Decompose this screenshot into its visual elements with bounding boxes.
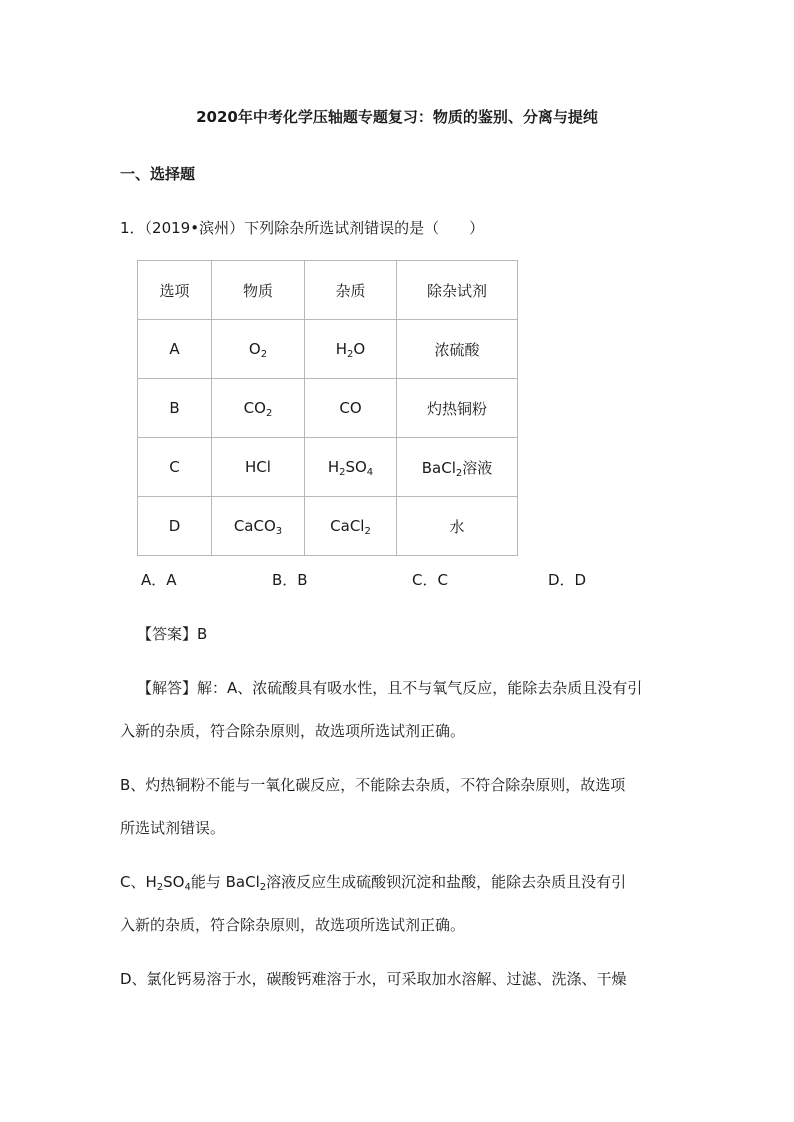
cell-reagent: 灼热铜粉 [397,379,518,438]
cell-substance: $O_2$ [212,320,305,379]
analysis-b-line1: B、灼热铜粉不能与一氧化碳反应，不能除去杂质，不符合除杂原则，故选项 [120,776,626,794]
section-heading: 一、选择题 [120,165,196,183]
cell-impurity: CaCl$_2$ [305,497,397,556]
analysis-a-line1: 【解答】解：A、浓硫酸具有吸水性，且不与氧气反应，能除去杂质且没有引 [137,679,643,697]
cell-option: C [138,438,212,497]
reagent-table [137,260,518,556]
header-option: 选项 [138,261,212,320]
cell-option: D [138,497,212,556]
cell-reagent: 水 [397,497,518,556]
analysis-b-line2: 所选试剂错误。 [120,819,226,837]
answer-value: B [197,625,208,643]
table-row [138,320,518,379]
question-number: 1． [120,219,145,237]
table-header-row [138,261,518,320]
answer-line [137,619,207,649]
cell-substance: $CO_2$ [212,379,305,438]
analysis-c-line1: C、$H_2SO_4$能与 BaCl$_2$溶液反应生成硫酸钡沉淀和盐酸，能除去杂质且没有引 [120,873,627,893]
table-row [138,379,518,438]
header-substance: 物质 [212,261,305,320]
cell-substance: HCl [212,438,305,497]
cell-impurity: $H_2O$ [305,320,397,379]
table-row [138,497,518,556]
analysis-c-line2: 入新的杂质，符合除杂原则，故选项所选试剂正确。 [120,916,466,934]
option-a: A．A [141,571,177,589]
table-row [138,438,518,497]
cell-option: A [138,320,212,379]
cell-impurity: $H_2SO_4$ [305,438,397,497]
header-reagent: 除杂试剂 [397,261,518,320]
cell-reagent: 浓硫酸 [397,320,518,379]
question-text: 下列除杂所选试剂错误的是（ ） [244,219,485,237]
option-c: C．C [412,571,448,589]
analysis-label: 【解答】 [137,679,198,697]
cell-impurity: CO [305,379,397,438]
option-b: B．B [272,571,308,589]
header-impurity: 杂质 [305,261,397,320]
option-d: D．D [548,571,587,589]
question-stem [120,217,484,238]
analysis-a-line2: 入新的杂质，符合除杂原则，故选项所选试剂正确。 [120,722,466,740]
answer-label: 【答案】 [137,625,198,643]
analysis-d-line1: D、氯化钙易溶于水，碳酸钙难溶于水，可采取加水溶解、过滤、洗涤、干燥 [120,970,627,988]
cell-reagent: BaCl$_2$溶液 [397,438,518,497]
cell-option: B [138,379,212,438]
question-source: （2019•滨州） [144,219,245,237]
page-title: 2020年中考化学压轴题专题复习：物质的鉴别、分离与提纯 [196,108,598,126]
cell-substance: CaCO$_3$ [212,497,305,556]
